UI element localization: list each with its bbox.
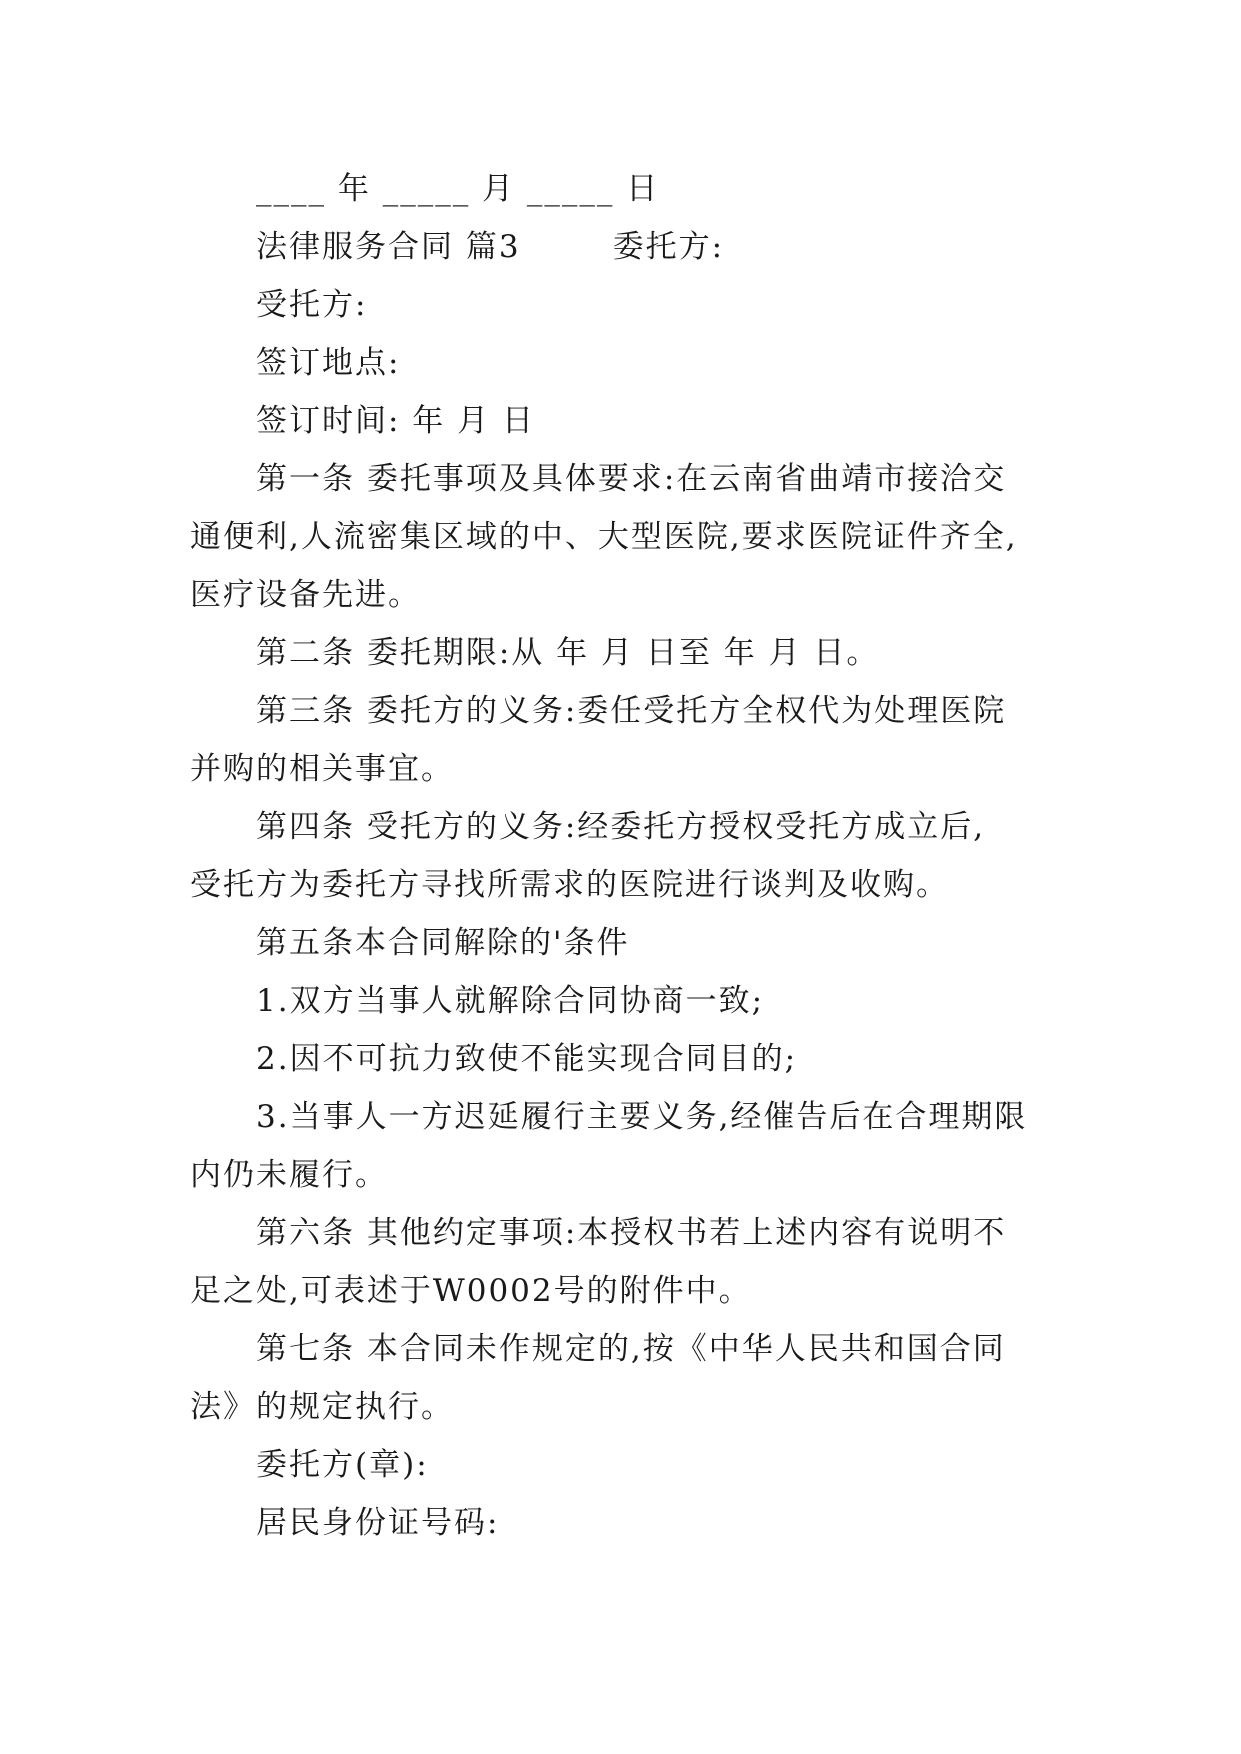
article-1-line-1: 第一条 委托事项及具体要求:在云南省曲靖市接洽交: [256, 461, 1007, 497]
article-5-item-1: 1.双方当事人就解除合同协商一致;: [256, 983, 765, 1019]
contract-title-line: [190, 218, 1052, 276]
sign-time-label: 签订时间: 年 月 日: [256, 403, 536, 439]
article-6-line-2: 足之处,可表述于W0002号的附件中。: [190, 1273, 752, 1309]
article-2: 第二条 委托期限:从 年 月 日至 年 月 日。: [256, 635, 880, 671]
principal-label: 委托方:: [612, 229, 725, 265]
article-4-line-1: 第四条 受托方的义务:经委托方授权受托方成立后,: [256, 809, 986, 845]
article-3-line-2: 并购的相关事宜。: [190, 751, 454, 787]
document-body: [190, 160, 1052, 1552]
article-1-line-3: 医疗设备先进。: [190, 577, 421, 613]
date-line: ____ 年 _____ 月 _____ 日: [256, 171, 660, 207]
article-5: 第五条本合同解除的'条件: [256, 925, 630, 961]
article-4-line-2: 受托方为委托方寻找所需求的医院进行谈判及收购。: [190, 867, 949, 903]
id-number-label: 居民身份证号码:: [256, 1505, 500, 1541]
article-7-line-1: 第七条 本合同未作规定的,按《中华人民共和国合同: [256, 1331, 1006, 1367]
article-7-line-2: 法》的规定执行。: [190, 1389, 454, 1425]
article-3-line-1: 第三条 委托方的义务:委任受托方全权代为处理医院: [256, 693, 1007, 729]
article-5-item-2: 2.因不可抗力致使不能实现合同目的;: [256, 1041, 798, 1077]
article-5-item-3-line-2: 内仍未履行。: [190, 1157, 388, 1193]
article-6-line-1: 第六条 其他约定事项:本授权书若上述内容有说明不: [256, 1215, 1007, 1251]
trustee-label: 受托方:: [256, 287, 368, 323]
contract-title: 法律服务合同 篇3: [256, 229, 521, 265]
article-1-line-2: 通便利,人流密集区域的中、大型医院,要求医院证件齐全,: [190, 519, 1018, 555]
sign-place-label: 签订地点:: [256, 345, 401, 381]
article-5-item-3-line-1: 3.当事人一方迟延履行主要义务,经催告后在合理期限: [256, 1099, 1028, 1135]
principal-seal-label: 委托方(章):: [256, 1447, 429, 1483]
